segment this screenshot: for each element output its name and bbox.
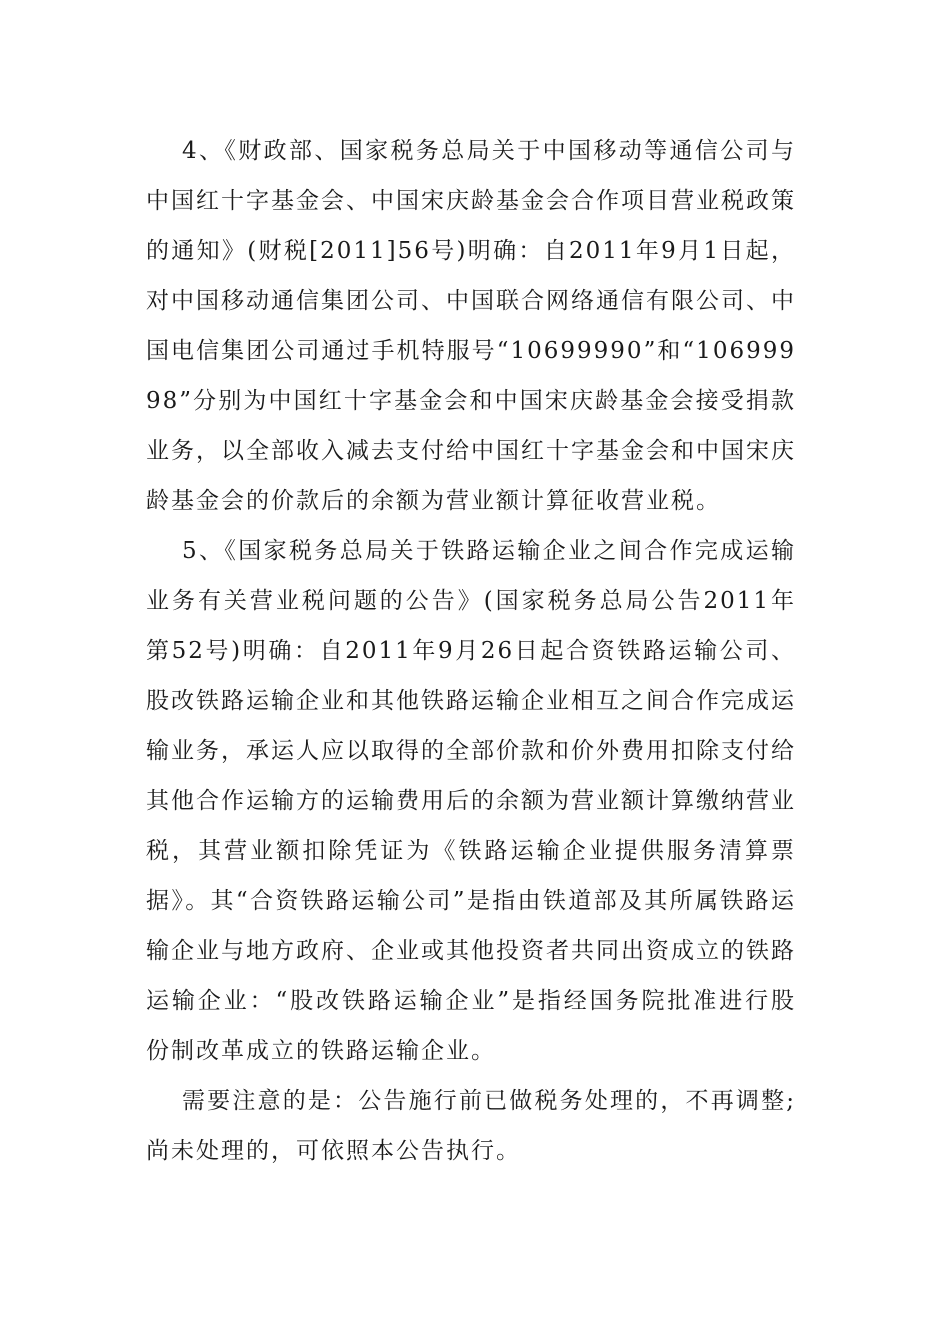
paragraph-item-5: 5、《国家税务总局关于铁路运输企业之间合作完成运输业务有关营业税问题的公告》(国家税务总局公告2011年第52号)明确：自2011年9月26日起合资铁路运输公司、股改铁路运输企业和其他铁路运输企业相互之间合作完成运输业务，承运人应以取得的全部价款和价外费用扣除支付给其他合作运输方的运输费用后的余额为营业额计算缴纳营业税，其营业额扣除凭证为《铁路运输企业提供服务清算票据》。其“合资铁路运输公司”是指由铁道部及其所属铁路运输企业与地方政府、企业或其他投资者共同出资成立的铁路运输企业：“股改铁路运输企业”是指经国务院批准进行股份制改革成立的铁路运输企业。 [146,538,796,1064]
paragraph-note: 需要注意的是：公告施行前已做税务处理的，不再调整;尚未处理的，可依照本公告执行。 [146,1088,796,1164]
paragraph-item-4: 4、《财政部、国家税务总局关于中国移动等通信公司与中国红十字基金会、中国宋庆龄基金会合作项目营业税政策的通知》(财税[2011]56号)明确：自2011年9月1日起，对中国移动通信集团公司、中国联合网络通信有限公司、中国电信集团公司通过手机特服号“10699990”和“10699998”分别为中国红十字基金会和中国宋庆龄基金会接受捐款业务，以全部收入减去支付给中国红十字基金会和中国宋庆龄基金会的价款后的余额为营业额计算征收营业税。 [146,138,796,514]
